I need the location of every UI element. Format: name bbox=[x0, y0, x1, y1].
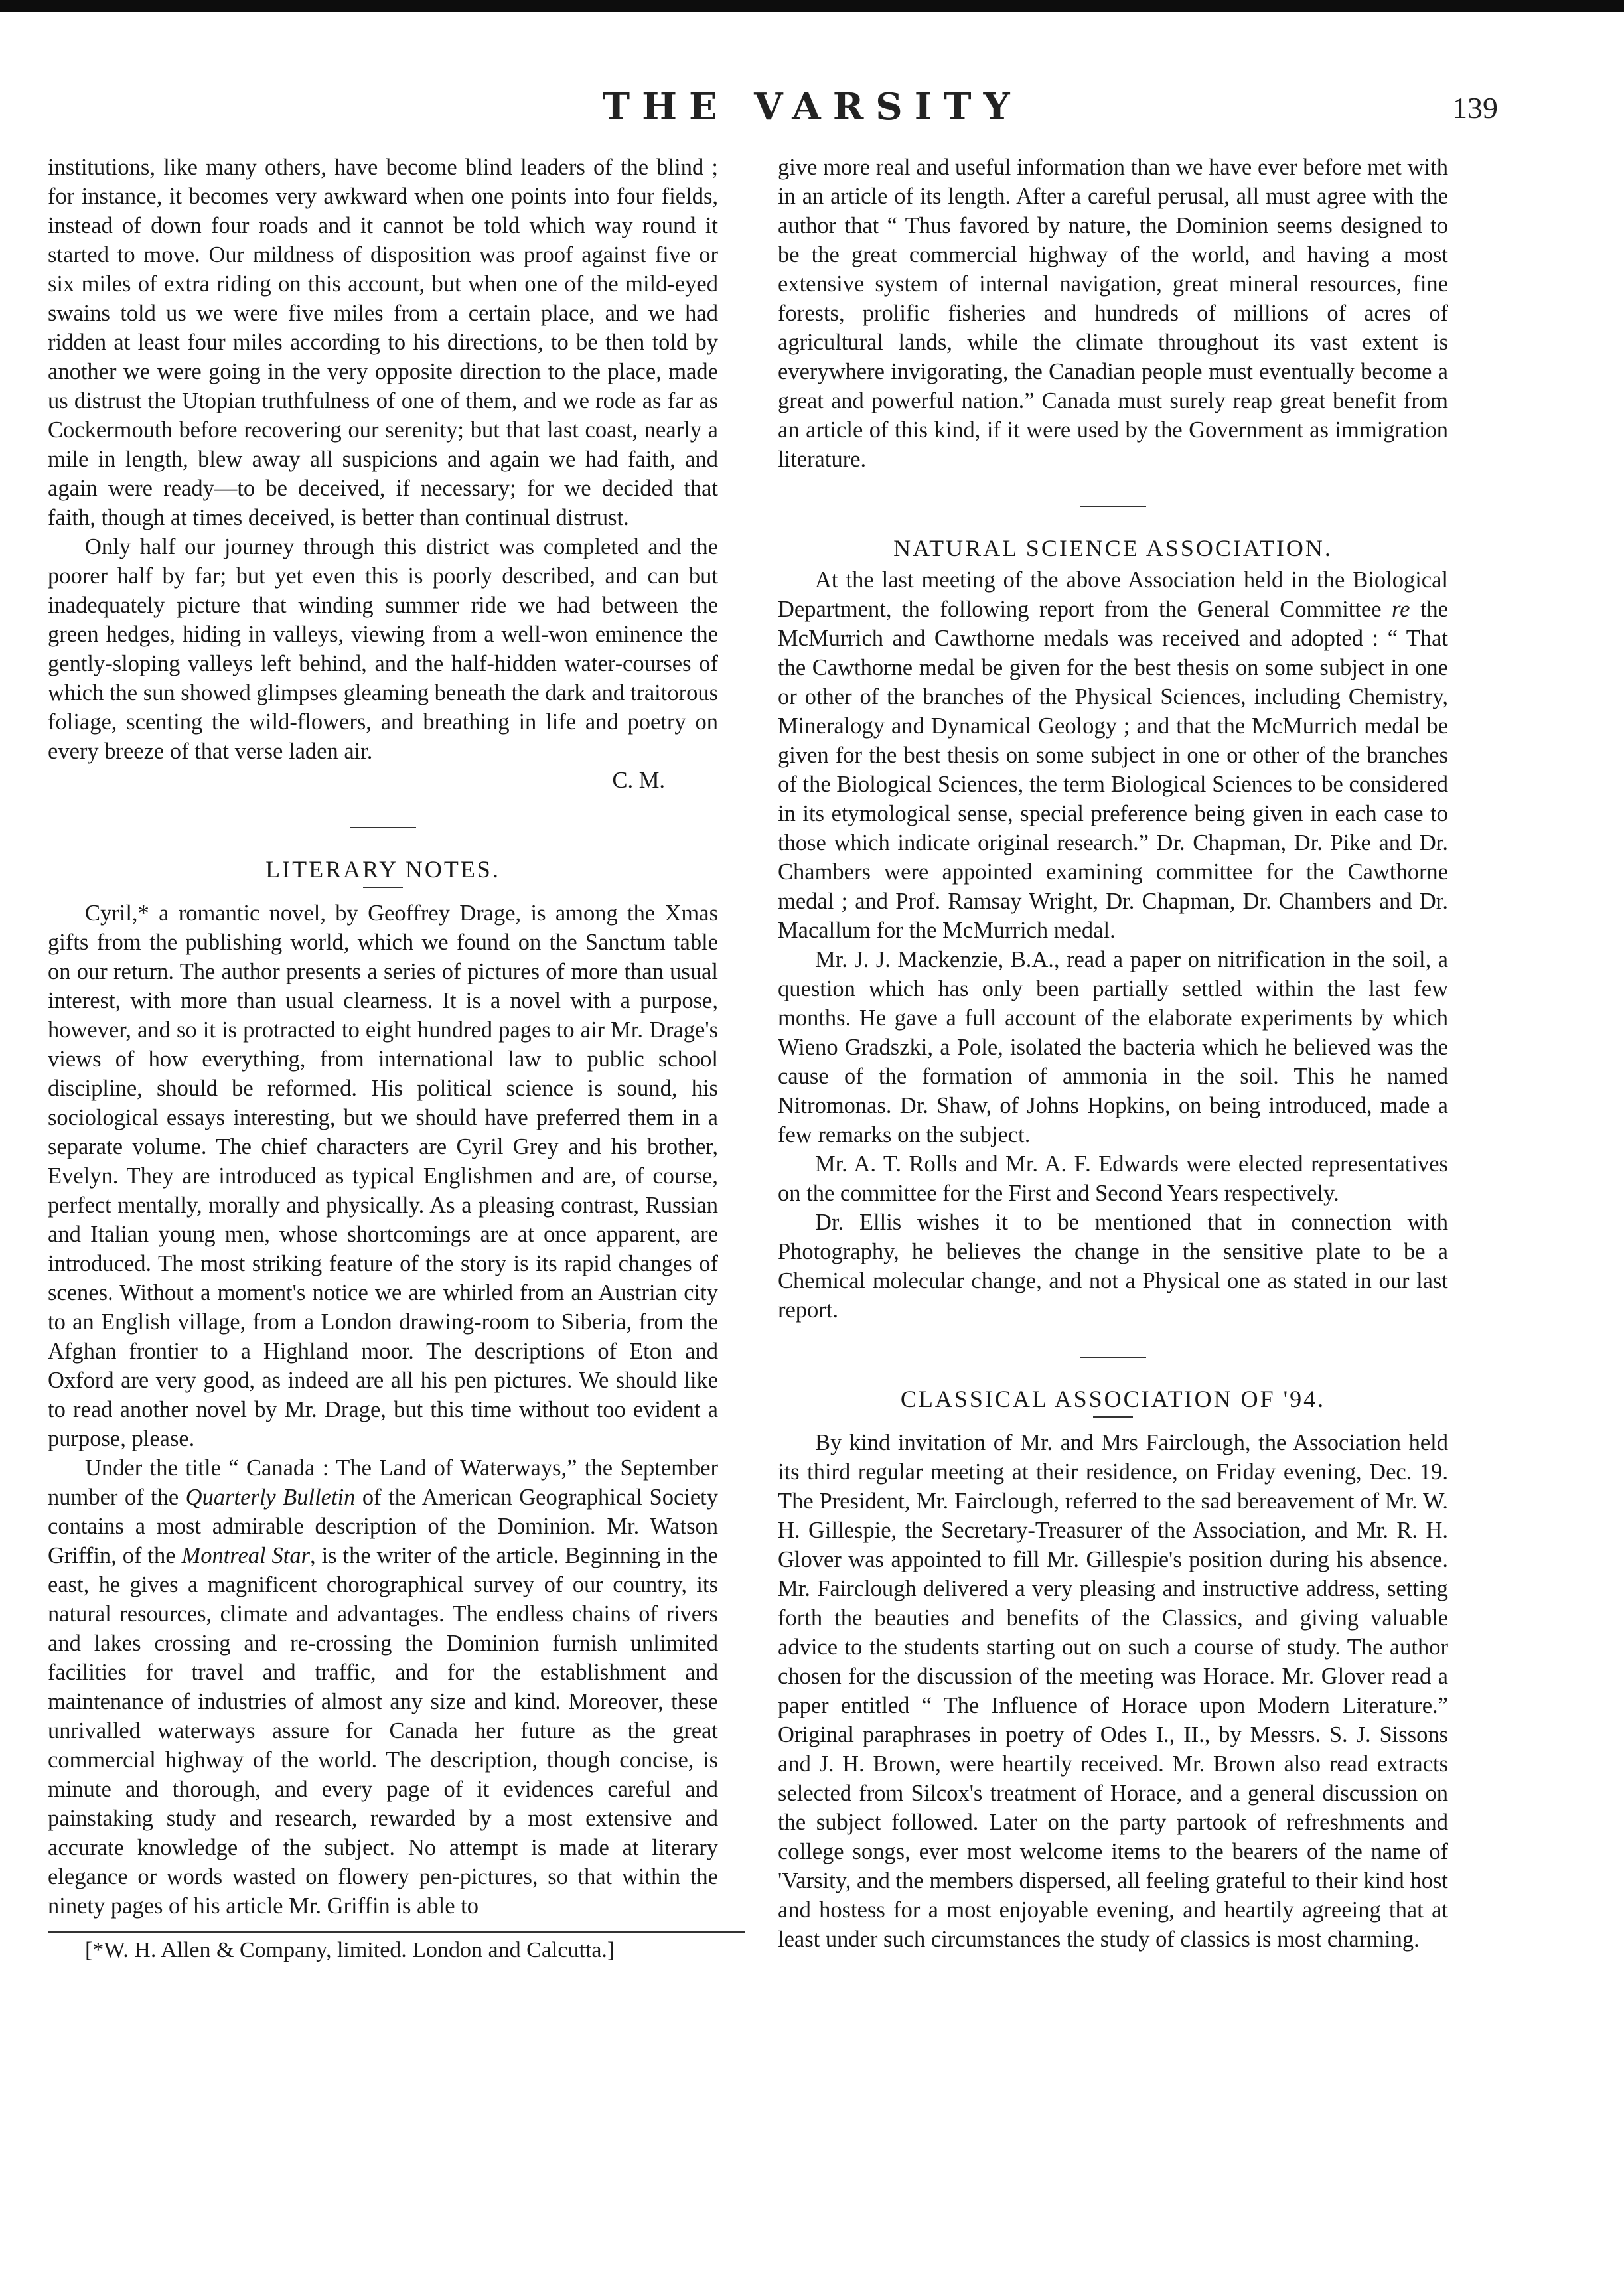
natural-science-paragraph-3: Mr. A. T. Rolls and Mr. A. F. Edwards were elected representatives on the committee for the First and Second Years respectively. bbox=[778, 1151, 1448, 1206]
canada-review-paragraph bbox=[48, 1453, 718, 1921]
masthead: THE VARSITY bbox=[602, 85, 1022, 129]
footnote: [*W. H. Allen & Company, limited. London and Calcutta.] bbox=[85, 1938, 615, 1962]
canada-text-3: , is the writer of the article. Beginning in the east, he gives a magnificent chorographical survey of our country, its natural resources, climate and advantages. The endless chains of rivers and lakes crossing and re-crossing the Dominion furnish unlimited facilities for travel and traffic, and for the establishment and maintenance of industries of almost any size and kind. Moreover, these unrivalled waterways assure for Canada her future as the great commercial highway of the world. The description, though concise, is minute and thorough, and every page of it evidences careful and painstaking study and research, rewarded by a most extensive and accurate knowledge of the subject. No attempt is made at literary elegance or words wasted on flowery pen-pictures, so that within the ninety pages of his article Mr. Griffin is able to bbox=[48, 1543, 718, 1919]
section-divider bbox=[1080, 1357, 1146, 1358]
page-number: 139 bbox=[1452, 91, 1498, 125]
natural-text-2: the McMurrich and Cawthorne medals was received and adopted : “ That the Cawthorne medal be given for the best thesis on some subject in one or other of the branches of the Physical Sciences, including Chemistry, Mineralogy and Dynamical Geology ; and that the McMurrich medal be given for the best thesis on some subject in one or other of the branches of the Biological Sciences, the term Biological Sciences to be considered in its etymological sense, special preference being given in each case to those which indicate original research.” Dr. Chapman, Dr. Pike and Dr. Chambers were appointed examining committee for the Cawthorne medal ; and Prof. Ramsay Wright, Dr. Chapman, Dr. Chambers and Dr. Macallum for the McMurrich medal. bbox=[778, 597, 1448, 943]
canada-text-2: of the American Geographical Society contains a most admirable description of the Dominion. Mr. Watson Griffin, of the bbox=[48, 1485, 718, 1568]
section-divider bbox=[350, 827, 416, 828]
article-signature: C. M. bbox=[612, 768, 665, 793]
section-divider bbox=[1080, 506, 1146, 507]
natural-text-1: At the last meeting of the above Association held in the Biological Department, the following report from the General Committee bbox=[778, 567, 1448, 622]
heading-underline bbox=[1093, 1416, 1133, 1418]
journey-paragraph bbox=[48, 532, 718, 795]
intro-paragraph: institutions, like many others, have become blind leaders of the blind ; for instance, it becomes very awkward when one points into four fields, instead of down four roads and it cannot be told which way round it started to move. Our mildness of disposition was proof against five or six miles of extra riding on this account, but when one of the mild-eyed swains told us we were five miles from a certain place, and we had ridden at least four miles according to his directions, to be then told by another we were going in the very opposite direction to the place, made us distrust the Utopian truthfulness of one of them, and we rode as far as Cockermouth before recovering our serenity; but that last coast, nearly a mile in length, blew away all suspicions and again we had faith, and again were ready—to be deceived, if necessary; for we decided that faith, though at times deceived, is better than continual distrust. bbox=[48, 155, 718, 530]
natural-science-paragraph-1 bbox=[778, 565, 1448, 945]
classical-association-heading: CLASSICAL ASSOCIATION OF '94. bbox=[900, 1386, 1326, 1412]
continuation-paragraph: give more real and useful information than we have ever before met with in an article of its length. After a careful perusal, all must agree with the author that “ Thus favored by nature, the Dominion seems designed to be the great commercial highway of the world, and having a most extensive system of internal navigation, great mineral resources, fine forests, prolific fisheries and hundreds of millions of acres of agricultural lands, while the climate throughout its vast extent is everywhere invigorating, the Canadian people must eventually become a great and powerful nation.” Canada must surely reap great benefit from an article of this kind, if it were used by the Government as immigration literature. bbox=[778, 155, 1448, 472]
journey-text: Only half our journey through this district was completed and the poorer half by far; but yet even this is poorly described, and can but inadequately picture that winding summer ride we had between the green hedges, hiding in valleys, viewing from a well-won eminence the gently-sloping valleys left behind, and the half-hidden water-courses of which the sun showed glimpses gleaming beneath the dark and traitorous foliage, scenting the wild-flowers, and breathing in life and poetry on every breeze of that verse laden air. bbox=[48, 534, 718, 764]
right-column bbox=[778, 153, 1448, 1954]
classical-association-paragraph: By kind invitation of Mr. and Mrs Fairclough, the Association held its third regular meeting at their residence, on Friday evening, Dec. 19. The President, Mr. Fairclough, referred to the sad bereavement of Mr. W. H. Gillespie, the Secretary-Treasurer of the Association, and Mr. R. H. Glover was appointed to fill Mr. Gillespie's position during his absence. Mr. Fairclough delivered a very pleasing and instructive address, setting forth the beauties and benefits of the Classics, and giving valuable advice to the students starting out on such a course of study. The author chosen for the discussion of the meeting was Horace. Mr. Glover read a paper entitled “ The Influence of Horace upon Modern Literature.” Original paraphrases in poetry of Odes I., II., by Messrs. S. J. Sissons and J. H. Brown, were heartily received. Mr. Brown also read extracts selected from Silcox's treatment of Horace, and a general discussion on the subject followed. Later on the party partook of refreshments and college songs, ever most welcome items to the bearers of the name of 'Varsity, and the members dispersed, all feeling grateful to their kind host and hostess for a most enjoyable evening, and heartily agreeing that at least under such circumstances the study of classics is most charming. bbox=[778, 1430, 1448, 1952]
scan-top-edge bbox=[0, 0, 1624, 12]
natural-science-paragraph-2: Mr. J. J. Mackenzie, B.A., read a paper on nitrification in the soil, a question which has only been partially settled within the last few months. He gave a full account of the elaborate experiments by which Wieno Gradszki, a Pole, isolated the bacteria which he believed was the cause of the formation of ammonia in the soil. This he named Nitromonas. Dr. Shaw, of Johns Hopkins, on being introduced, made a few remarks on the subject. bbox=[778, 947, 1448, 1147]
cyril-review-paragraph: Cyril,* a romantic novel, by Geoffrey Drage, is among the Xmas gifts from the publishing world, which we found on the Sanctum table on our return. The author presents a series of pictures of more than usual interest, with more than usual clearness. It is a novel with a purpose, however, and so it is protracted to eight hundred pages to air Mr. Drage's views of how everything, from international law to public school discipline, should be reformed. His political science is sound, his sociological essays interesting, but we should have preferred them in a separate volume. The chief characters are Cyril Grey and his brother, Evelyn. They are introduced as typical Englishmen and are, of course, perfect mentally, morally and physically. As a pleasing contrast, Russian and Italian young men, whose shortcomings are at once apparent, are introduced. The most striking feature of the story is its rapid changes of scenes. Without a moment's notice we are whirled from an Austrian city to an English village, from a London drawing-room to Siberia, from the Afghan frontier to a Highland moor. The descriptions of Eton and Oxford are very good, as indeed are all his pen pictures. We should like to read another novel by Mr. Drage, but this time without too evident a purpose, please. bbox=[48, 901, 718, 1451]
canada-text-1: Under the title “ Canada : The Land of Waterways,” the September number of the bbox=[48, 1455, 718, 1510]
journal-title: Quarterly Bulletin bbox=[185, 1485, 356, 1510]
natural-science-heading: NATURAL SCIENCE ASSOCIATION. bbox=[893, 535, 1333, 561]
heading-underline bbox=[363, 887, 403, 888]
left-column bbox=[48, 153, 718, 1964]
natural-science-paragraph-4: Dr. Ellis wishes it to be mentioned that in connection with Photography, he believes the change in the sensitive plate to be a Chemical molecular change, and not a Physical one as stated in our last report. bbox=[778, 1210, 1448, 1323]
re-word: re bbox=[1391, 597, 1410, 622]
literary-notes-heading: LITERARY NOTES. bbox=[265, 856, 500, 883]
footnote-divider bbox=[48, 1931, 745, 1933]
newspaper-title: Montreal Star bbox=[181, 1543, 311, 1568]
